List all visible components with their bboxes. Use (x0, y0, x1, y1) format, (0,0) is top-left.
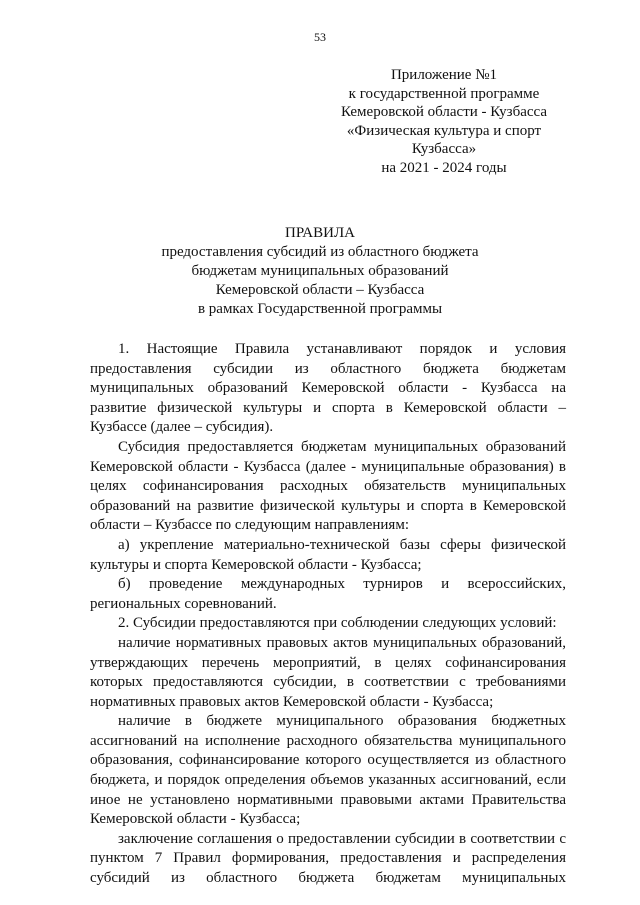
paragraph: а) укрепление материально-технической базы сферы физической культуры и спорта Кемеровской области - Кузбасса; (90, 536, 566, 573)
appendix-line: к государственной программе (348, 85, 540, 102)
appendix-line: «Физическая культура и спорт (346, 122, 542, 139)
title-line: Кемеровской области – Кузбасса (215, 282, 425, 298)
paragraph: 1. Настоящие Правила устанавливают порядок и условия предоставления субсидии из областного бюджета бюджетам муниципальных образований Кемеровской области - Кузбасса на развитие физической культуры и спорта в Кемеровской области – Кузбассе (далее – субсидия). (90, 341, 566, 436)
appendix-line: Кузбасса» (411, 141, 477, 157)
appendix-block (314, 66, 574, 177)
paragraph: 2. Субсидии предоставляются при соблюдении следующих условий: (118, 615, 557, 632)
paragraph: наличие нормативных правовых актов муниципальных образований, утверждающих перечень мероприятий, в целях софинансирования которых предоставляются субсидии, в соответствии с требованиями нормативных правовых актов Кемеровской области - Кузбасса; (90, 634, 566, 710)
title-line: предоставления субсидий из областного бюджета (161, 244, 479, 260)
title-line: в рамках Государственной программы (197, 301, 443, 317)
appendix-line: Приложение №1 (390, 67, 498, 83)
page-number: 53 (314, 30, 326, 44)
appendix-line: Кемеровской области - Кузбасса (340, 104, 548, 120)
document-title (100, 224, 540, 319)
paragraph: наличие в бюджете муниципального образования бюджетных ассигнований на исполнение расходного обязательства муниципального образования, софинансирование которого осуществляется из областного бюджета, и порядок определения объемов указанных ассигнований, если иное не установлено нормативными правовыми актами Правительства Кемеровской области - Кузбасса; (90, 713, 566, 828)
document-body (90, 340, 566, 889)
paragraph: заключение соглашения о предоставлении субсидии в соответствии с пунктом 7 Правил формирования, предоставления и распределения субсидий из областного бюджета бюджетам муниципальных (90, 830, 566, 887)
title-line: бюджетам муниципальных образований (191, 263, 449, 279)
title-heading: ПРАВИЛА (285, 225, 355, 241)
paragraph: Субсидия предоставляется бюджетам муниципальных образований Кемеровской области - Кузбасса (далее - муниципальные образования) в целях софинансирования расходных обязательств муниципальных образований на развитие физической культуры и спорта в Кемеровской области – Кузбассе по следующим направлениям: (90, 438, 566, 534)
paragraph: б) проведение международных турниров и всероссийских, региональных соревнований. (90, 576, 566, 612)
appendix-line: на 2021 - 2024 годы (381, 159, 507, 176)
